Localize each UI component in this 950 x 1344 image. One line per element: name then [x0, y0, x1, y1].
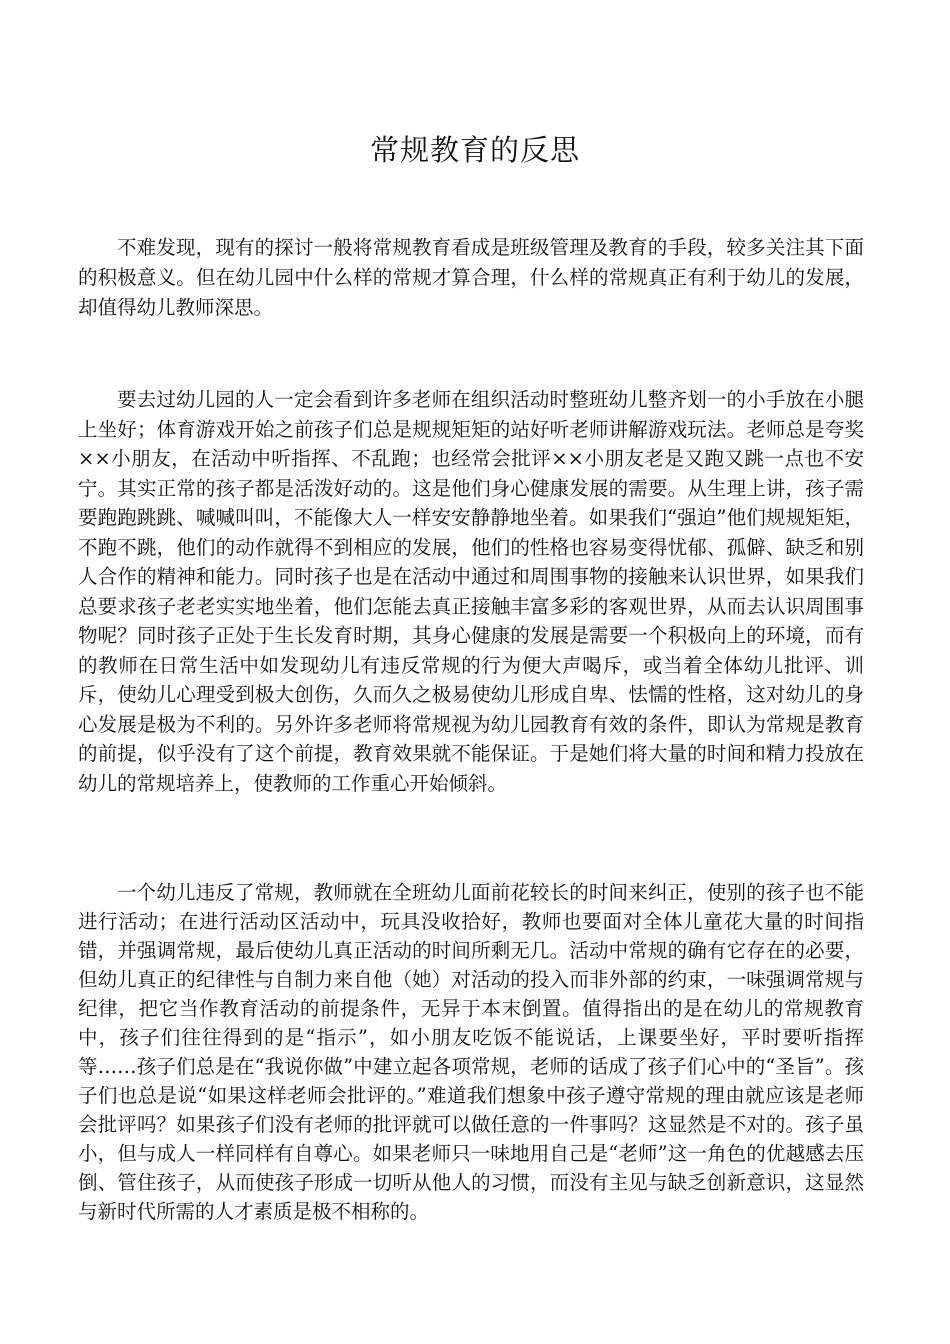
- paragraph-1: 不难发现，现有的探讨一般将常规教育看成是班级管理及教育的手段，较多关注其下面的积极意义。但在幼儿园中什么样的常规才算合理，什么样的常规真正有利于幼儿的发展，却值得幼儿教师深思。: [78, 236, 864, 319]
- paragraph-2: 要去过幼儿园的人一定会看到许多老师在组织活动时整班幼儿整齐划一的小手放在小腿上坐好；体育游戏开始之前孩子们总是规规矩矩的站好听老师讲解游戏玩法。老师总是夸奖××小朋友，在活动中听指挥、不乱跑；也经常会批评××小朋友老是又跑又跳一点也不安宁。其实正常的孩子都是活泼好动的。这是他们身心健康发展的需要。从生理上讲，孩子需要跑跑跳跳、喊喊叫叫，不能像大人一样安安静静地坐着。如果我们“强迫”他们规规矩矩，不跑不跳，他们的动作就得不到相应的发展，他们的性格也容易变得忧郁、孤僻、缺乏和别人合作的精神和能力。同时孩子也是在活动中通过和周围事物的接触来认识世界，如果我们总要求孩子老老实实地坐着，他们怎能去真正接触丰富多彩的客观世界，从而去认识周围事物呢？同时孩子正处于生长发育时期，其身心健康的发展是需要一个积极向上的环境，而有的教师在日常生活中如发现幼儿有违反常规的行为便大声喝斥，或当着全体幼儿批评、训斥，使幼儿心理受到极大创伤，久而久之极易使幼儿形成自卑、怯懦的性格，这对幼儿的身心发展是极为不利的。另外许多老师将常规视为幼儿园教育有效的条件，即认为常规是教育的前提，似乎没有了这个前提，教育效果就不能保证。于是她们将大量的时间和精力投放在幼儿的常规培养上，使教师的工作重心开始倾斜。: [78, 388, 864, 795]
- paragraph-3: 一个幼儿违反了常规，教师就在全班幼儿面前花较长的时间来纠正，使别的孩子也不能进行活动；在进行活动区活动中，玩具没收拾好，教师也要面对全体儿童花大量的时间指错，并强调常规，最后使幼儿真正活动的时间所剩无几。活动中常规的确有它存在的必要，但幼儿真正的纪律性与自制力来自他（她）对活动的投入而非外部的约束，一味强调常规与纪律，把它当作教育活动的前提条件，无异于本末倒置。值得指出的是在幼儿的常规教育中，孩子们往往得到的是“指示”，如小朋友吃饭不能说话，上课要坐好，平时要听指挥等……孩子们总是在“我说你做”中建立起各项常规，老师的话成了孩子们心中的“圣旨”。孩子们也总是说“如果这样老师会批评的。”难道我们想象中孩子遵守常规的理由就应该是老师会批评吗？如果孩子们没有老师的批评就可以做任意的一件事吗？这显然是不对的。孩子虽小，但与成人一样同样有自尊心。如果老师只一味地用自己是“老师”这一角色的优越感去压倒、管住孩子，从而使孩子形成一切听从他人的习惯，而没有主见与缺乏创新意识，这显然与新时代所需的人才素质是极不相称的。: [78, 881, 864, 1223]
- document-title: 常规教育的反思: [369, 133, 580, 167]
